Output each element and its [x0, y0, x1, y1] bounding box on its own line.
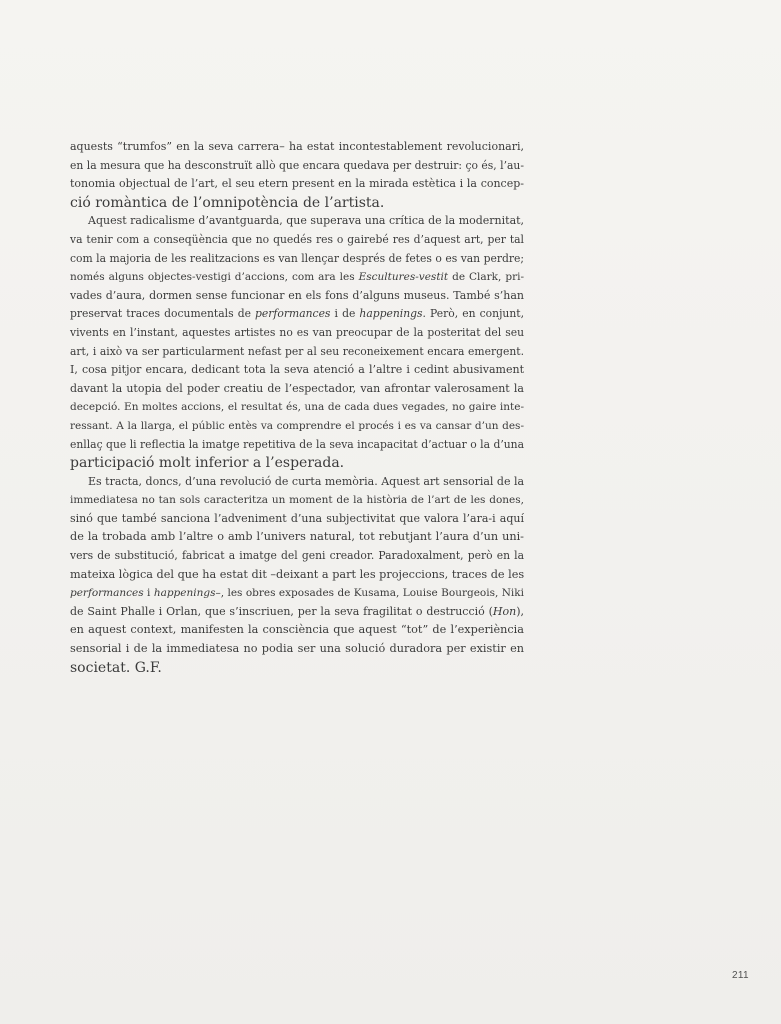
text-line: en aquest context, manifesten la consciència que aquest “tot” de l’experiència — [70, 623, 524, 637]
text-line: societat. G.F. — [70, 659, 162, 676]
text-line: mateixa lògica del que ha estat dit –deixant a part les projeccions, traces de les — [70, 567, 525, 581]
text-line: ressant. A la llarga, el públic entès va comprendre el procés i es va cansar d’un des- — [70, 419, 524, 432]
text-line: només alguns objectes-vestigi d’accions, com ara les Escultures-vestit de Clark, pri- — [70, 271, 524, 284]
text-line: preservat traces documentals de performances i de happenings. Però, en conjunt, — [70, 307, 524, 321]
text-line: immediatesa no tan sols caracteritza un moment de la història de l’art de les dones, — [70, 494, 524, 507]
text-line: davant la utopia del poder creatiu de l’espectador, van afrontar valerosament la — [70, 381, 524, 395]
text-line: tonomia objectual de l’art, el seu etern present en la mirada estètica i la concep- — [70, 177, 524, 191]
paragraph-1 — [70, 138, 524, 212]
text-line: de Saint Phalle i Orlan, que s’inscriuen, per la seva fragilitat o destrucció (Hon), — [70, 604, 524, 618]
text-line: de la trobada amb l’altre o amb l’univers natural, tot rebutjant l’aura d’un uni- — [70, 530, 524, 544]
text-line: vivents en l’instant, aquestes artistes no es van preocupar de la posteritat del seu — [70, 325, 524, 339]
text-line: va tenir com a conseqüència que no quedés res o gairebé res d’aquest art, per tal — [70, 232, 524, 246]
text-line: art, i això va ser particularment nefast per al seu reconeixement encara emergent. — [70, 344, 524, 358]
text-line: Aquest radicalisme d’avantguarda, que superava una crítica de la modernitat, — [88, 214, 525, 228]
text-line: performances i happenings–, les obres exposades de Kusama, Louise Bourgeois, Niki — [70, 587, 524, 600]
body-text — [70, 138, 524, 677]
text-line: ció romàntica de l’omnipotència de l’artista. — [70, 194, 385, 211]
text-line: vades d’aura, dormen sense funcionar en els fons d’alguns museus. També s’han — [70, 288, 524, 302]
text-line: sinó que també sanciona l’adveniment d’una subjectivitat que valora l’ara-i aquí — [70, 511, 524, 525]
text-line: I, cosa pitjor encara, dedicant tota la seva atenció a l’altre i cedint abusivament — [70, 363, 524, 377]
text-line: participació molt inferior a l’esperada. — [70, 455, 345, 472]
text-line: en la mesura que ha desconstruït allò que encara quedava per destruir: ço és, l’au- — [70, 158, 524, 172]
paragraph-2 — [70, 212, 524, 472]
text-line: vers de substitució, fabricat a imatge del geni creador. Paradoxalment, però en la — [70, 549, 524, 563]
text-line: sensorial i de la immediatesa no podia ser una solució duradora per existir en — [70, 642, 524, 656]
page-number: 211 — [732, 970, 749, 981]
text-line: decepció. En moltes accions, el resultat és, una de cada dues vegades, no gaire inte- — [70, 401, 524, 414]
text-line: com la majoria de les realitzacions es van llençar després de fetes o es van perdre; — [70, 251, 524, 265]
text-line: enllaç que li reflectia la imatge repetitiva de la seva incapacitat d’actuar o la d’una — [70, 437, 524, 451]
paragraph-3 — [70, 473, 524, 678]
text-line: aquests “trumfos” en la seva carrera– ha estat incontestablement revolucionari, — [70, 140, 524, 153]
text-line: Es tracta, doncs, d’una revolució de curta memòria. Aquest art sensorial de la — [88, 474, 525, 488]
